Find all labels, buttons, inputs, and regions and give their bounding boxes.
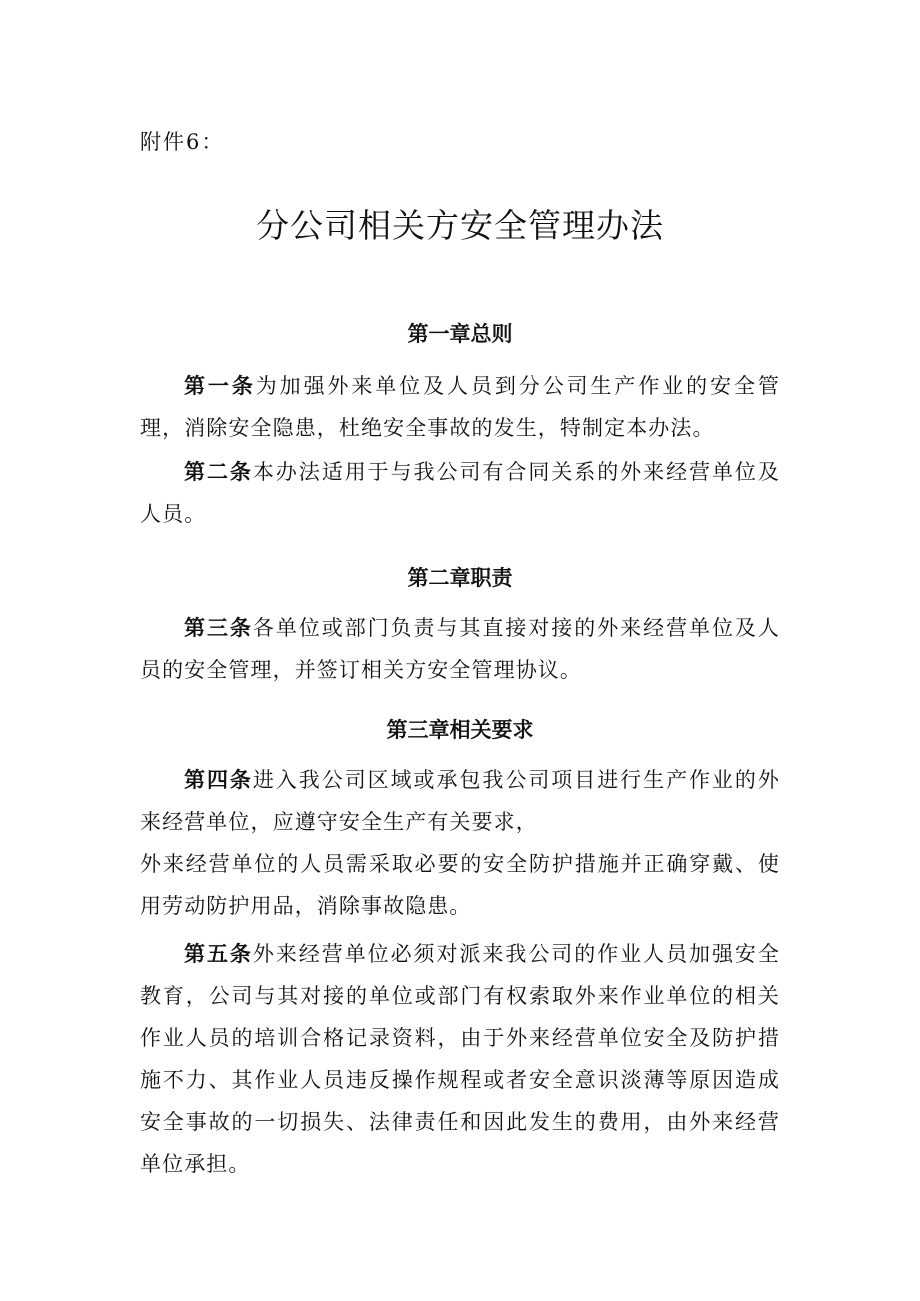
article-text: 进入我公司区域或承包我公司项目进行生产作业的外来经营单位，应遵守安全生产有关要求， [140,768,780,834]
attachment-label: 附件6： [140,130,225,154]
chapter-heading-3: 第三章相关要求 [386,718,534,742]
article-text: 本办法适用于与我公司有合同关系的外来经营单位及人员。 [140,460,780,526]
article-label: 第五条 [184,942,253,966]
article-continuation: 外来经营单位的人员需采取必要的安全防护措施并正确穿戴、使用劳动防护用品，消除事故隐患。 [140,852,780,918]
article-text: 外来经营单位必须对派来我公司的作业人员加强安全教育，公司与其对接的单位或部门有权索取外来作业单位的相关作业人员的培训合格记录资料，由于外来经营单位安全及防护措施不力、其作业人员违反操作规程或者安全意识淡薄等原因造成安全事故的一切损失、法律责任和因此发生的费用，由外来经营单位承担。 [140,942,780,1176]
article-label: 第二条 [184,460,253,484]
chapter-heading-1: 第一章总则 [407,322,513,346]
article-label: 第一条 [184,374,256,398]
article-1 [140,365,780,449]
article-2 [140,451,780,535]
chapter-heading-2: 第二章职责 [407,566,513,590]
article-5 [140,933,780,1185]
article-label: 第四条 [184,768,253,792]
article-text: 各单位或部门负责与其直接对接的外来经营单位及人员的安全管理，并签订相关方安全管理协议。 [140,616,780,682]
article-4 [140,759,780,927]
article-label: 第三条 [184,616,253,640]
document-title: 分公司相关方安全管理办法 [256,206,664,245]
article-text: 为加强外来单位及人员到分公司生产作业的安全管理，消除安全隐患，杜绝安全事故的发生，特制定本办法。 [140,374,780,440]
article-3 [140,607,780,691]
